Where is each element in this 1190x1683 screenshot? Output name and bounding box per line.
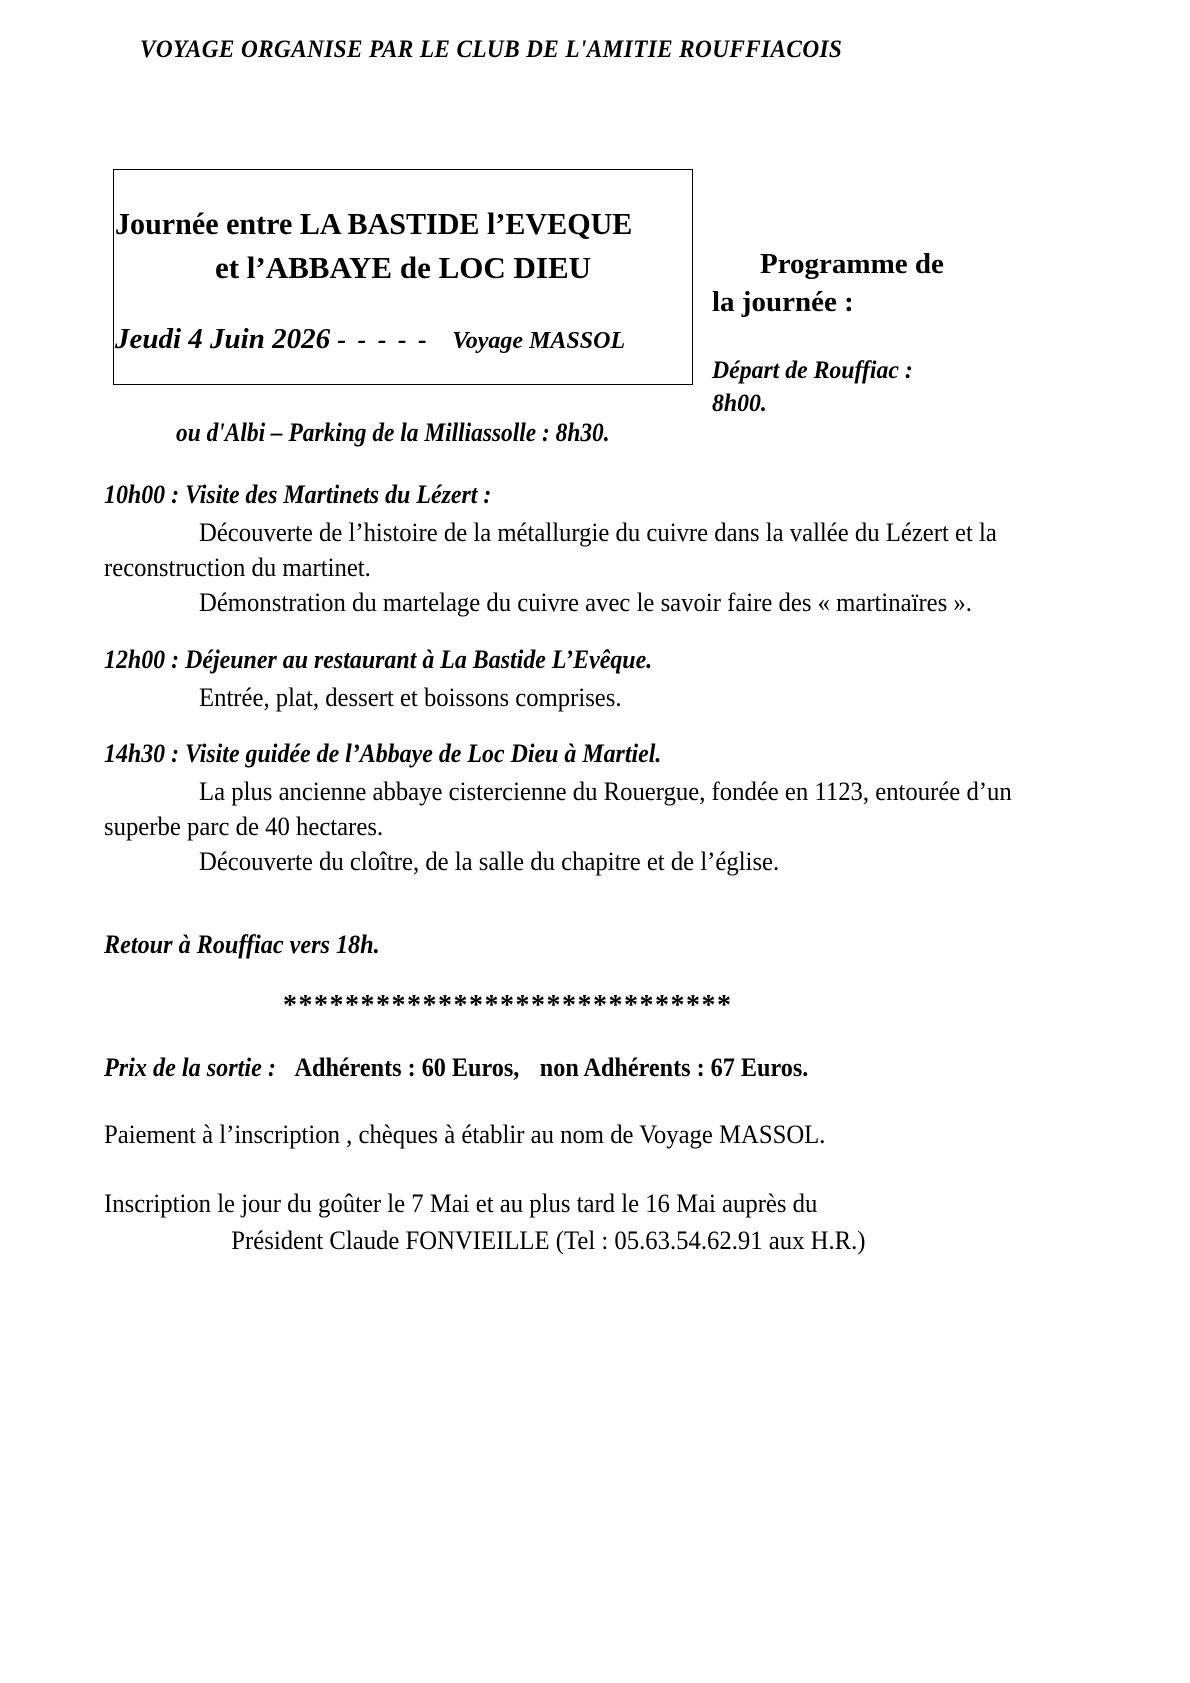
schedule-list xyxy=(104,478,1012,901)
document-header-title: VOYAGE ORGANISE PAR LE CLUB DE L'AMITIE ROUFFIACOIS xyxy=(140,36,843,63)
price-non-members: non Adhérents : 67 Euros. xyxy=(539,1053,809,1082)
price-row xyxy=(104,1053,808,1083)
schedule-item xyxy=(104,643,1004,715)
schedule-item-time-title: 14h30 : Visite guidée de l’Abbaye de Loc Dieu à Martiel. xyxy=(104,738,662,768)
departure-info xyxy=(712,354,997,420)
schedule-item-paragraph: Découverte de l’histoire de la métallurgie du cuivre dans la vallée du Lézert et la reconstruction du martinet. xyxy=(104,518,997,583)
trip-operator: Voyage MASSOL xyxy=(452,328,626,354)
date-dashes-separator: - - - - - xyxy=(337,325,430,354)
return-time-line: Retour à Rouffiac vers 18h. xyxy=(104,930,380,959)
registration-line-2: Président Claude FONVIEILLE (Tel : 05.63.54.62.91 aux H.R.) xyxy=(231,1225,866,1255)
alternate-departure-line: ou d'Albi – Parking de la Milliassolle : 8h30. xyxy=(176,418,610,447)
trip-title-line-2: et l’ABBAYE de LOC DIEU xyxy=(214,250,592,285)
programme-heading-line-2: la journée : xyxy=(712,286,854,319)
schedule-item-paragraph: Entrée, plat, dessert et boissons comprises. xyxy=(199,682,622,712)
asterisk-separator: ***************************** xyxy=(283,990,733,1021)
schedule-item-time-title: 12h00 : Déjeuner au restaurant à La Bastide L’Evêque. xyxy=(104,644,653,674)
payment-instructions: Paiement à l’inscription , chèques à établir au nom de Voyage MASSOL. xyxy=(104,1120,826,1149)
schedule-item-paragraph: Découverte du cloître, de la salle du chapitre et de l’église. xyxy=(199,847,780,877)
trip-date: Jeudi 4 Juin 2026 xyxy=(115,323,331,355)
schedule-item-paragraph: La plus ancienne abbaye cistercienne du Rouergue, fondée en 1123, entourée d’un superbe parc de 40 hectares. xyxy=(104,777,1012,842)
price-members: Adhérents : 60 Euros, xyxy=(294,1053,520,1082)
schedule-item-paragraph: Démonstration du martelage du cuivre avec le savoir faire des « martinaïres ». xyxy=(199,588,972,618)
departure-time: 8h00. xyxy=(712,390,767,417)
departure-place: Départ de Rouffiac : xyxy=(712,357,913,384)
programme-heading xyxy=(712,245,1012,322)
schedule-item xyxy=(104,737,1012,880)
trip-date-row xyxy=(115,323,705,356)
trip-title-line-1: Journée entre LA BASTIDE l’EVEQUE xyxy=(115,206,633,241)
schedule-item-time-title: 10h00 : Visite des Martinets du Lézert : xyxy=(104,480,492,509)
programme-heading-line-1: Programme de xyxy=(760,248,944,280)
schedule-item xyxy=(104,478,1004,621)
price-label: Prix de la sortie : xyxy=(104,1053,276,1082)
registration-line-1: Inscription le jour du goûter le 7 Mai et au plus tard le 16 Mai auprès du xyxy=(104,1189,818,1218)
registration-block xyxy=(104,1186,1016,1260)
